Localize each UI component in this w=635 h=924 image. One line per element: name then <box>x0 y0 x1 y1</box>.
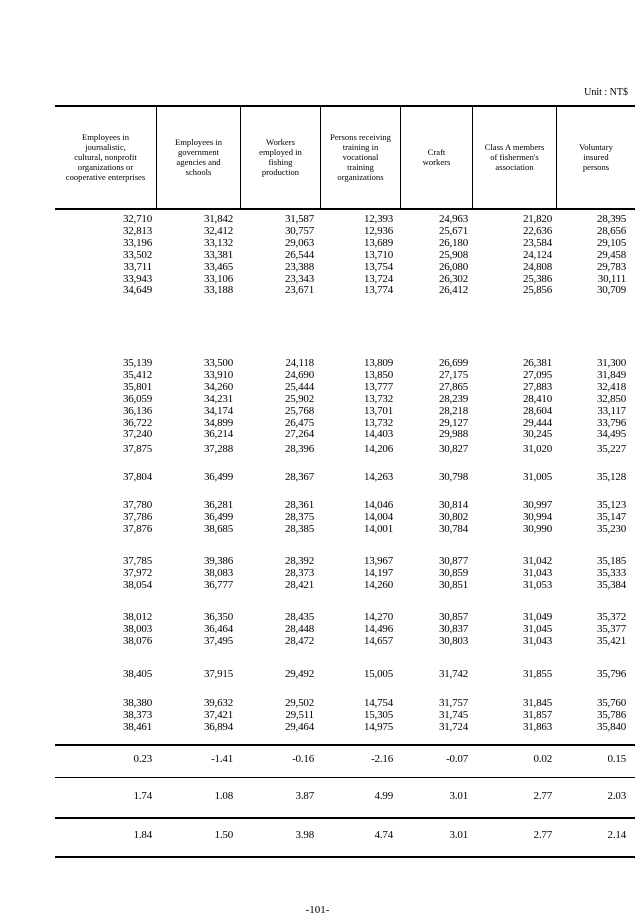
table-cell: 37,288 <box>203 443 233 455</box>
table-cell: 24,124 <box>522 249 552 261</box>
table-cell: 38,083 <box>203 567 233 579</box>
table-cell: 38,003 <box>122 623 152 635</box>
table-cell: 37,421 <box>203 709 233 721</box>
section-rule <box>55 817 635 819</box>
table-cell: 30,757 <box>284 225 314 237</box>
table-cell: 28,392 <box>284 555 314 567</box>
table-cell: 31,863 <box>522 721 552 733</box>
table-row <box>55 358 635 369</box>
table-cell: 0.15 <box>607 753 626 765</box>
table-cell: 36,059 <box>122 393 152 405</box>
table-cell: 31,053 <box>522 579 552 591</box>
table-cell: 30,802 <box>438 511 468 523</box>
table-cell: 33,117 <box>597 405 626 417</box>
table-cell: 31,857 <box>522 709 552 721</box>
table-cell: 0.23 <box>133 753 152 765</box>
column-header-journalistic: Employees in journalistic, cultural, nonprofit organizations or cooperative enterprises <box>65 132 146 182</box>
table-row <box>55 636 635 647</box>
table-cell: 14,001 <box>363 523 393 535</box>
table-cell: 36,464 <box>203 623 233 635</box>
table-cell: 27,865 <box>438 381 468 393</box>
column-header-fishermen: Class A members of fishermen's association <box>484 142 545 172</box>
table-cell: 24,808 <box>522 261 552 273</box>
table-cell: 13,732 <box>363 393 393 405</box>
table-cell: 14,004 <box>363 511 393 523</box>
change-row <box>55 830 635 841</box>
table-cell: 13,850 <box>363 369 393 381</box>
change-row <box>55 791 635 802</box>
change-row <box>55 754 635 765</box>
table-cell: 35,372 <box>596 611 626 623</box>
section-rule <box>55 744 635 746</box>
table-cell: 26,381 <box>522 357 552 369</box>
table-cell: 32,813 <box>122 225 152 237</box>
table-row <box>55 556 635 567</box>
table-row <box>55 472 635 483</box>
table-cell: 36,499 <box>203 511 233 523</box>
table-cell: 31,043 <box>522 635 552 647</box>
table-cell: 28,396 <box>284 443 314 455</box>
page-number: -101- <box>305 904 330 916</box>
table-row <box>55 285 635 296</box>
column-header-craft: Craft workers <box>422 147 451 167</box>
table-cell: 14,197 <box>363 567 393 579</box>
table-cell: 29,063 <box>284 237 314 249</box>
table-cell: 35,840 <box>596 721 626 733</box>
table-cell: 38,380 <box>122 697 152 709</box>
column-header-voluntary: Voluntary insured persons <box>579 142 613 172</box>
table-cell: 29,444 <box>522 417 552 429</box>
table-cell: 29,464 <box>284 721 314 733</box>
table-cell: 13,732 <box>363 417 393 429</box>
table-row <box>55 382 635 393</box>
table-row <box>55 429 635 440</box>
table-cell: 34,260 <box>203 381 233 393</box>
table-cell: 33,910 <box>203 369 233 381</box>
table-cell: 37,915 <box>203 668 233 680</box>
table-cell: 30,111 <box>597 273 626 285</box>
table-cell: 28,448 <box>284 623 314 635</box>
table-cell: 29,105 <box>596 237 626 249</box>
table-cell: 23,343 <box>284 273 314 285</box>
table-cell: 33,711 <box>123 261 152 273</box>
table-cell: 30,709 <box>596 284 626 296</box>
table-cell: -2.16 <box>371 753 393 765</box>
table-cell: 13,967 <box>363 555 393 567</box>
table-cell: -1.41 <box>211 753 233 765</box>
table-cell: 33,381 <box>203 249 233 261</box>
table-cell: 30,857 <box>438 611 468 623</box>
table-cell: 30,997 <box>522 499 552 511</box>
table-row <box>55 580 635 591</box>
table-cell: 30,803 <box>438 635 468 647</box>
table-cell: 38,461 <box>122 721 152 733</box>
table-cell: 29,458 <box>596 249 626 261</box>
table-cell: 35,139 <box>122 357 152 369</box>
table-cell: 31,724 <box>438 721 468 733</box>
table-cell: 30,837 <box>438 623 468 635</box>
table-cell: 37,804 <box>122 471 152 483</box>
table-cell: 34,495 <box>596 428 626 440</box>
table-cell: 28,604 <box>522 405 552 417</box>
table-row <box>55 394 635 405</box>
table-cell: 36,281 <box>203 499 233 511</box>
table-cell: 3.01 <box>449 790 468 802</box>
table-cell: 38,685 <box>203 523 233 535</box>
header-bottom-rule <box>55 208 635 210</box>
table-row <box>55 370 635 381</box>
table-cell: 31,742 <box>438 668 468 680</box>
table-cell: 24,690 <box>284 369 314 381</box>
table-cell: 31,849 <box>596 369 626 381</box>
table-cell: 35,421 <box>596 635 626 647</box>
table-cell: 27,883 <box>522 381 552 393</box>
table-cell: 32,710 <box>122 213 152 225</box>
table-cell: 35,147 <box>596 511 626 523</box>
table-cell: 26,412 <box>438 284 468 296</box>
table-cell: 31,043 <box>522 567 552 579</box>
table-cell: 37,972 <box>122 567 152 579</box>
table-cell: 23,584 <box>522 237 552 249</box>
table-cell: 26,080 <box>438 261 468 273</box>
table-cell: 29,127 <box>438 417 468 429</box>
table-cell: 36,350 <box>203 611 233 623</box>
table-cell: 3.87 <box>295 790 314 802</box>
table-cell: 30,827 <box>438 443 468 455</box>
table-cell: 31,042 <box>522 555 552 567</box>
table-cell: 14,260 <box>363 579 393 591</box>
table-cell: 38,012 <box>122 611 152 623</box>
table-cell: 30,859 <box>438 567 468 579</box>
table-cell: 33,196 <box>122 237 152 249</box>
table-cell: 28,472 <box>284 635 314 647</box>
table-cell: 23,671 <box>284 284 314 296</box>
table-cell: 32,412 <box>203 225 233 237</box>
table-cell: 34,231 <box>203 393 233 405</box>
table-cell: 35,801 <box>122 381 152 393</box>
table-cell: 13,710 <box>363 249 393 261</box>
table-row <box>55 226 635 237</box>
table-cell: 31,745 <box>438 709 468 721</box>
table-cell: 31,845 <box>522 697 552 709</box>
table-row <box>55 500 635 511</box>
table-cell: 1.74 <box>133 790 152 802</box>
table-cell: 13,774 <box>363 284 393 296</box>
table-cell: 35,412 <box>122 369 152 381</box>
table-cell: -0.07 <box>446 753 468 765</box>
table-cell: 15,305 <box>363 709 393 721</box>
table-row <box>55 612 635 623</box>
table-cell: 39,632 <box>203 697 233 709</box>
column-header-government: Employees in government agencies and schools <box>174 137 223 177</box>
table-cell: 35,796 <box>596 668 626 680</box>
table-cell: 0.02 <box>533 753 552 765</box>
table-cell: 4.99 <box>374 790 393 802</box>
table-cell: 36,894 <box>203 721 233 733</box>
table-cell: 30,990 <box>522 523 552 535</box>
table-cell: 21,820 <box>522 213 552 225</box>
table-cell: 2.03 <box>607 790 626 802</box>
section-rule <box>55 777 635 778</box>
table-cell: 34,174 <box>203 405 233 417</box>
table-cell: 33,132 <box>203 237 233 249</box>
table-cell: 31,049 <box>522 611 552 623</box>
table-cell: 15,005 <box>363 668 393 680</box>
table-bottom-rule <box>55 856 635 858</box>
table-cell: 33,188 <box>203 284 233 296</box>
table-cell: 25,768 <box>284 405 314 417</box>
table-cell: 14,206 <box>363 443 393 455</box>
table-cell: 35,760 <box>596 697 626 709</box>
table-cell: 35,377 <box>596 623 626 635</box>
table-cell: 28,435 <box>284 611 314 623</box>
table-cell: 4.74 <box>374 829 393 841</box>
table-cell: 31,045 <box>522 623 552 635</box>
table-cell: 25,908 <box>438 249 468 261</box>
table-cell: 36,136 <box>122 405 152 417</box>
table-row <box>55 250 635 261</box>
table-cell: 13,689 <box>363 237 393 249</box>
table-cell: 35,384 <box>596 579 626 591</box>
table-cell: 32,418 <box>596 381 626 393</box>
table-row <box>55 722 635 733</box>
table-cell: 31,757 <box>438 697 468 709</box>
table-cell: 2.14 <box>607 829 626 841</box>
table-cell: 28,410 <box>522 393 552 405</box>
table-cell: 1.84 <box>133 829 152 841</box>
table-cell: 36,499 <box>203 471 233 483</box>
table-cell: 33,500 <box>203 357 233 369</box>
table-cell: 25,902 <box>284 393 314 405</box>
table-cell: 13,777 <box>363 381 393 393</box>
table-cell: 27,095 <box>522 369 552 381</box>
table-cell: 29,783 <box>596 261 626 273</box>
table-cell: 30,814 <box>438 499 468 511</box>
table-cell: 30,877 <box>438 555 468 567</box>
table-cell: 14,270 <box>363 611 393 623</box>
table-cell: 30,994 <box>522 511 552 523</box>
table-cell: 26,544 <box>284 249 314 261</box>
column-header-fishing: Workers employed in fishing production <box>259 137 302 177</box>
table-cell: 30,798 <box>438 471 468 483</box>
table-cell: 27,175 <box>438 369 468 381</box>
table-cell: 14,975 <box>363 721 393 733</box>
table-cell: 35,786 <box>596 709 626 721</box>
table-row <box>55 698 635 709</box>
table-cell: 13,754 <box>363 261 393 273</box>
table-row <box>55 624 635 635</box>
table-cell: 35,123 <box>596 499 626 511</box>
table-cell: 37,240 <box>122 428 152 440</box>
table-row <box>55 524 635 535</box>
table-cell: 39,386 <box>203 555 233 567</box>
table-cell: 2.77 <box>533 829 552 841</box>
table-row <box>55 238 635 249</box>
table-cell: 33,106 <box>203 273 233 285</box>
table-cell: 33,502 <box>122 249 152 261</box>
table-cell: 13,724 <box>363 273 393 285</box>
table-cell: 38,076 <box>122 635 152 647</box>
table-cell: 12,936 <box>363 225 393 237</box>
table-cell: 14,046 <box>363 499 393 511</box>
table-cell: 29,511 <box>285 709 314 721</box>
table-cell: 35,227 <box>596 443 626 455</box>
table-row <box>55 710 635 721</box>
table-cell: 35,185 <box>596 555 626 567</box>
table-cell: 30,245 <box>522 428 552 440</box>
table-cell: 35,230 <box>596 523 626 535</box>
table-cell: 14,657 <box>363 635 393 647</box>
table-cell: 23,388 <box>284 261 314 273</box>
table-cell: 36,722 <box>122 417 152 429</box>
table-cell: 37,780 <box>122 499 152 511</box>
table-cell: 38,373 <box>122 709 152 721</box>
table-cell: 28,361 <box>284 499 314 511</box>
table-cell: 3.98 <box>295 829 314 841</box>
table-cell: 14,496 <box>363 623 393 635</box>
column-header-vocational: Persons receiving training in vocational training organizations <box>330 132 391 182</box>
table-cell: 14,403 <box>363 428 393 440</box>
table-cell: 31,855 <box>522 668 552 680</box>
table-cell: 30,851 <box>438 579 468 591</box>
table-cell: 24,118 <box>285 357 314 369</box>
table-cell: 25,856 <box>522 284 552 296</box>
table-cell: 28,656 <box>596 225 626 237</box>
table-cell: 33,796 <box>596 417 626 429</box>
table-row <box>55 669 635 680</box>
table-cell: 13,701 <box>363 405 393 417</box>
table-cell: 14,263 <box>363 471 393 483</box>
table-cell: 31,300 <box>596 357 626 369</box>
table-cell: 28,373 <box>284 567 314 579</box>
table-cell: 29,502 <box>284 697 314 709</box>
table-cell: 31,005 <box>522 471 552 483</box>
table-cell: 14,754 <box>363 697 393 709</box>
table-cell: 26,180 <box>438 237 468 249</box>
table-cell: 28,375 <box>284 511 314 523</box>
table-cell: 28,367 <box>284 471 314 483</box>
table-cell: 28,395 <box>596 213 626 225</box>
table-cell: 32,850 <box>596 393 626 405</box>
table-cell: 31,020 <box>522 443 552 455</box>
table-cell: 13,809 <box>363 357 393 369</box>
table-cell: 25,386 <box>522 273 552 285</box>
table-cell: 37,875 <box>122 443 152 455</box>
table-cell: 35,333 <box>596 567 626 579</box>
table-cell: 33,465 <box>203 261 233 273</box>
table-row <box>55 568 635 579</box>
table-cell: 28,218 <box>438 405 468 417</box>
table-row <box>55 262 635 273</box>
table-cell: 26,302 <box>438 273 468 285</box>
table-row <box>55 406 635 417</box>
table-row <box>55 444 635 455</box>
table-cell: 37,786 <box>122 511 152 523</box>
table-cell: 26,699 <box>438 357 468 369</box>
table-cell: 35,128 <box>596 471 626 483</box>
table-cell: 28,385 <box>284 523 314 535</box>
table-cell: -0.16 <box>292 753 314 765</box>
table-cell: 29,988 <box>438 428 468 440</box>
table-cell: 25,444 <box>284 381 314 393</box>
table-row <box>55 512 635 523</box>
table-cell: 24,963 <box>438 213 468 225</box>
table-cell: 38,054 <box>122 579 152 591</box>
table-cell: 12,393 <box>363 213 393 225</box>
table-cell: 37,495 <box>203 635 233 647</box>
table-cell: 28,421 <box>284 579 314 591</box>
table-cell: 34,899 <box>203 417 233 429</box>
table-cell: 37,876 <box>122 523 152 535</box>
table-row <box>55 214 635 225</box>
table-cell: 31,587 <box>284 213 314 225</box>
table-cell: 36,214 <box>203 428 233 440</box>
table-cell: 1.50 <box>214 829 233 841</box>
table-cell: 27,264 <box>284 428 314 440</box>
table-cell: 3.01 <box>449 829 468 841</box>
table-cell: 33,943 <box>122 273 152 285</box>
table-cell: 30,784 <box>438 523 468 535</box>
table-cell: 22,636 <box>522 225 552 237</box>
table-cell: 1.08 <box>214 790 233 802</box>
table-cell: 25,671 <box>438 225 468 237</box>
table-cell: 37,785 <box>122 555 152 567</box>
table-cell: 26,475 <box>284 417 314 429</box>
table-cell: 34,649 <box>122 284 152 296</box>
unit-label: Unit : NT$ <box>584 87 628 98</box>
table-cell: 36,777 <box>203 579 233 591</box>
table-cell: 29,492 <box>284 668 314 680</box>
table-cell: 38,405 <box>122 668 152 680</box>
table-cell: 31,842 <box>203 213 233 225</box>
table-cell: 28,239 <box>438 393 468 405</box>
table-cell: 2.77 <box>533 790 552 802</box>
